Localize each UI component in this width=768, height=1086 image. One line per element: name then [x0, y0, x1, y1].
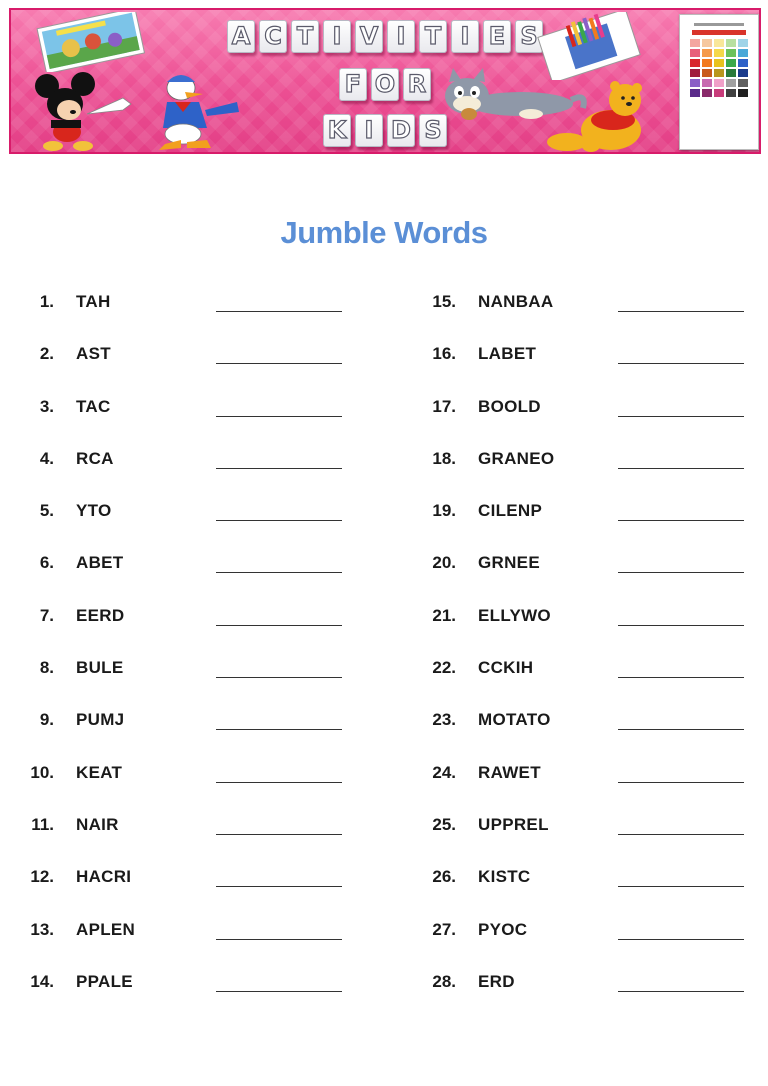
- answer-blank[interactable]: [618, 311, 744, 312]
- answer-blank[interactable]: [216, 939, 342, 940]
- answer-blank[interactable]: [618, 677, 744, 678]
- answer-blank[interactable]: [216, 782, 342, 783]
- answer-blank[interactable]: [618, 625, 744, 626]
- answer-blank[interactable]: [618, 834, 744, 835]
- list-item: [30, 445, 370, 497]
- list-item: [30, 863, 370, 915]
- answer-blank[interactable]: [216, 886, 342, 887]
- color-swatch: [726, 79, 736, 87]
- item-number: 9.: [39, 710, 54, 730]
- color-swatch: [702, 89, 712, 97]
- item-number: 3.: [39, 396, 54, 416]
- letter-tile: I: [323, 20, 351, 53]
- item-number: 13.: [30, 919, 54, 939]
- list-item: [30, 811, 370, 863]
- jumbled-word: ABET: [76, 553, 124, 573]
- list-item: [432, 811, 768, 863]
- list-item: [30, 497, 370, 549]
- item-number: 21.: [432, 605, 456, 625]
- palette-selected-bar: [692, 30, 746, 35]
- answer-blank[interactable]: [618, 991, 744, 992]
- item-number: 14.: [30, 971, 54, 991]
- list-item: [30, 654, 370, 706]
- jumbled-word: BOOLD: [478, 396, 541, 416]
- jumble-list-right: [432, 288, 768, 1020]
- jumbled-word: TAH: [76, 292, 111, 311]
- item-number: 2.: [39, 344, 54, 364]
- jumbled-word: LABET: [478, 344, 537, 364]
- list-item: [432, 393, 768, 445]
- list-item: [432, 759, 768, 811]
- answer-blank[interactable]: [618, 782, 744, 783]
- jumbled-word: NANBAA: [478, 292, 554, 311]
- jumbled-word: KISTC: [478, 867, 531, 887]
- list-item: [30, 393, 370, 445]
- color-swatch: [714, 79, 724, 87]
- letter-tile: I: [451, 20, 479, 53]
- color-swatch: [738, 69, 748, 77]
- item-number: 18.: [432, 448, 456, 468]
- list-item: [432, 288, 768, 340]
- list-item: [432, 340, 768, 392]
- color-swatch: [702, 79, 712, 87]
- item-number: 6.: [39, 553, 54, 573]
- donald-duck-illustration: [141, 68, 251, 152]
- answer-blank[interactable]: [216, 311, 342, 312]
- color-swatch: [738, 49, 748, 57]
- answer-blank[interactable]: [216, 677, 342, 678]
- item-number: 25.: [432, 814, 456, 834]
- letter-tile: D: [387, 114, 415, 147]
- item-number: 27.: [432, 919, 456, 939]
- letter-tile: I: [355, 114, 383, 147]
- color-swatch: [702, 49, 712, 57]
- list-item: [432, 916, 768, 968]
- jumbled-word: PYOC: [478, 919, 528, 939]
- jumble-list-left: [30, 288, 370, 1020]
- color-swatch: [714, 49, 724, 57]
- letter-tile: K: [323, 114, 351, 147]
- item-number: 23.: [432, 710, 456, 730]
- color-swatch: [690, 69, 700, 77]
- jumbled-word: PUMJ: [76, 710, 125, 730]
- color-swatch: [738, 89, 748, 97]
- jumbled-word: MOTATO: [478, 710, 551, 730]
- list-item: [30, 706, 370, 758]
- list-item: [30, 968, 370, 1020]
- answer-blank[interactable]: [216, 834, 342, 835]
- answer-blank[interactable]: [216, 468, 342, 469]
- list-item: [30, 288, 370, 340]
- item-number: 20.: [432, 553, 456, 573]
- color-swatch: [738, 39, 748, 47]
- color-swatch: [714, 69, 724, 77]
- list-item: [30, 340, 370, 392]
- jumbled-word: UPPREL: [478, 814, 549, 834]
- answer-blank[interactable]: [618, 363, 744, 364]
- letter-tile: A: [227, 20, 255, 53]
- list-item: [432, 602, 768, 654]
- color-swatch: [702, 69, 712, 77]
- list-item: [432, 549, 768, 601]
- letter-tile: C: [259, 20, 287, 53]
- item-number: 22.: [432, 658, 456, 678]
- color-swatch: [690, 89, 700, 97]
- jumbled-word: HACRI: [76, 867, 132, 887]
- letter-tile: I: [387, 20, 415, 53]
- item-number: 4.: [39, 448, 54, 468]
- color-swatch: [726, 39, 736, 47]
- item-number: 8.: [39, 658, 54, 678]
- color-swatch: [702, 59, 712, 67]
- letter-tile: R: [403, 68, 431, 101]
- answer-blank[interactable]: [216, 363, 342, 364]
- list-item: [432, 654, 768, 706]
- color-swatch: [690, 79, 700, 87]
- letter-tile: E: [483, 20, 511, 53]
- letter-tile: S: [419, 114, 447, 147]
- letter-tile: T: [291, 20, 319, 53]
- color-swatch: [726, 59, 736, 67]
- letter-tile: S: [515, 20, 543, 53]
- jumbled-word: ELLYWO: [478, 605, 551, 625]
- answer-blank[interactable]: [216, 416, 342, 417]
- header-banner: [9, 8, 761, 154]
- jumbled-word: APLEN: [76, 919, 136, 939]
- list-item: [30, 602, 370, 654]
- letter-tile: F: [339, 68, 367, 101]
- jumbled-word: TAC: [76, 396, 111, 416]
- item-number: 24.: [432, 762, 456, 782]
- palette-swatches: [690, 39, 750, 97]
- jumbled-word: NAIR: [76, 814, 119, 834]
- color-swatch: [714, 39, 724, 47]
- jumbled-word: RAWET: [478, 762, 541, 782]
- jumbled-word: PPALE: [76, 971, 133, 991]
- jumbled-word: GRNEE: [478, 553, 540, 573]
- answer-blank[interactable]: [618, 939, 744, 940]
- jumbled-word: CILENP: [478, 501, 543, 521]
- item-number: 26.: [432, 867, 456, 887]
- mickey-mouse-illustration: [27, 70, 137, 154]
- color-swatch: [690, 49, 700, 57]
- jumbled-word: BULE: [76, 658, 124, 678]
- answer-blank[interactable]: [216, 991, 342, 992]
- color-swatch: [690, 39, 700, 47]
- jumbled-word: EERD: [76, 605, 125, 625]
- answer-blank[interactable]: [216, 729, 342, 730]
- item-number: 15.: [432, 292, 456, 311]
- list-item: [30, 759, 370, 811]
- item-number: 7.: [39, 605, 54, 625]
- color-swatch: [702, 39, 712, 47]
- item-number: 10.: [30, 762, 54, 782]
- list-item: [432, 706, 768, 758]
- item-number: 28.: [432, 971, 456, 991]
- letter-tile: T: [419, 20, 447, 53]
- letter-tile: O: [371, 68, 399, 101]
- answer-blank[interactable]: [618, 572, 744, 573]
- jumbled-word: CCKIH: [478, 658, 534, 678]
- page-title: Jumble Words: [280, 215, 488, 250]
- item-number: 12.: [30, 867, 54, 887]
- color-swatch: [738, 79, 748, 87]
- answer-blank[interactable]: [618, 520, 744, 521]
- list-item: [432, 445, 768, 497]
- color-swatch: [726, 69, 736, 77]
- list-item: [432, 968, 768, 1020]
- jumbled-word: YTO: [76, 501, 112, 521]
- answer-blank[interactable]: [618, 468, 744, 469]
- jumbled-word: GRANEO: [478, 448, 555, 468]
- item-number: 1.: [39, 292, 54, 311]
- list-item: [30, 549, 370, 601]
- answer-blank[interactable]: [618, 886, 744, 887]
- letter-tile: V: [355, 20, 383, 53]
- jumbled-word: ERD: [478, 971, 515, 991]
- list-item: [432, 863, 768, 915]
- answer-blank[interactable]: [618, 416, 744, 417]
- list-item: [432, 497, 768, 549]
- color-swatch: [726, 49, 736, 57]
- color-palette-card: [679, 14, 759, 150]
- item-number: 17.: [432, 396, 456, 416]
- color-swatch: [714, 59, 724, 67]
- item-number: 5.: [39, 501, 54, 521]
- answer-blank[interactable]: [216, 625, 342, 626]
- item-number: 19.: [432, 501, 456, 521]
- color-swatch: [714, 89, 724, 97]
- color-swatch: [726, 89, 736, 97]
- palette-title-bar: [694, 23, 744, 26]
- answer-blank[interactable]: [618, 729, 744, 730]
- jumbled-word: KEAT: [76, 762, 123, 782]
- item-number: 16.: [432, 344, 456, 364]
- item-number: 11.: [31, 814, 54, 834]
- color-swatch: [738, 59, 748, 67]
- list-item: [30, 916, 370, 968]
- answer-blank[interactable]: [216, 572, 342, 573]
- jumbled-word: AST: [76, 344, 111, 364]
- answer-blank[interactable]: [216, 520, 342, 521]
- storybook-illustration: [25, 12, 155, 72]
- jumbled-word: RCA: [76, 448, 114, 468]
- color-swatch: [690, 59, 700, 67]
- winnie-the-pooh-illustration: [541, 80, 661, 154]
